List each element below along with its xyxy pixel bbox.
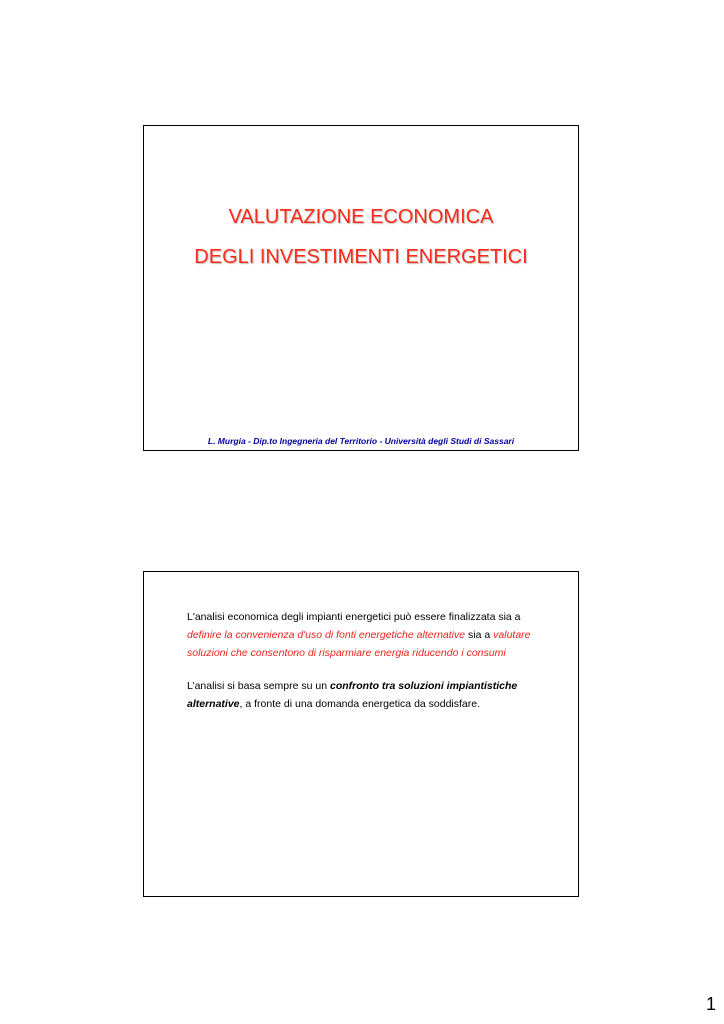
slide-content <box>143 571 579 897</box>
slide-title <box>143 125 579 451</box>
paragraph-2-emphasis: confronto tra soluzioni impiantistiche alternative <box>187 680 518 710</box>
paragraph-2-intro: L’analisi si basa sempre su un <box>187 680 328 692</box>
paragraph-1-emphasis-2: valutare soluzioni che consentono di risparmiare energia riducendo i consumi <box>187 629 531 659</box>
paragraph-2 <box>187 677 552 713</box>
paragraph-1-connector: sia a <box>468 629 491 641</box>
paragraph-1-emphasis-1: definire la convenienza d'uso di fonti energetiche alternative <box>187 629 466 641</box>
slide-body <box>187 608 552 728</box>
paragraph-1 <box>187 608 552 662</box>
paragraph-2-outro: , a fronte di una domanda energetica da soddisfare. <box>239 698 481 710</box>
paragraph-1-intro: L'analisi economica degli impianti energetici può essere finalizzata sia a <box>187 611 521 623</box>
page-number: 1 <box>705 994 716 1014</box>
slide-title-line-2: DEGLI INVESTIMENTI ENERGETICI <box>194 246 528 268</box>
slide-footer-credit: L. Murgia - Dip.to Ingegneria del Territorio - Università degli Studi di Sassari <box>207 436 515 446</box>
slide-title-line-1: VALUTAZIONE ECONOMICA <box>228 206 494 228</box>
